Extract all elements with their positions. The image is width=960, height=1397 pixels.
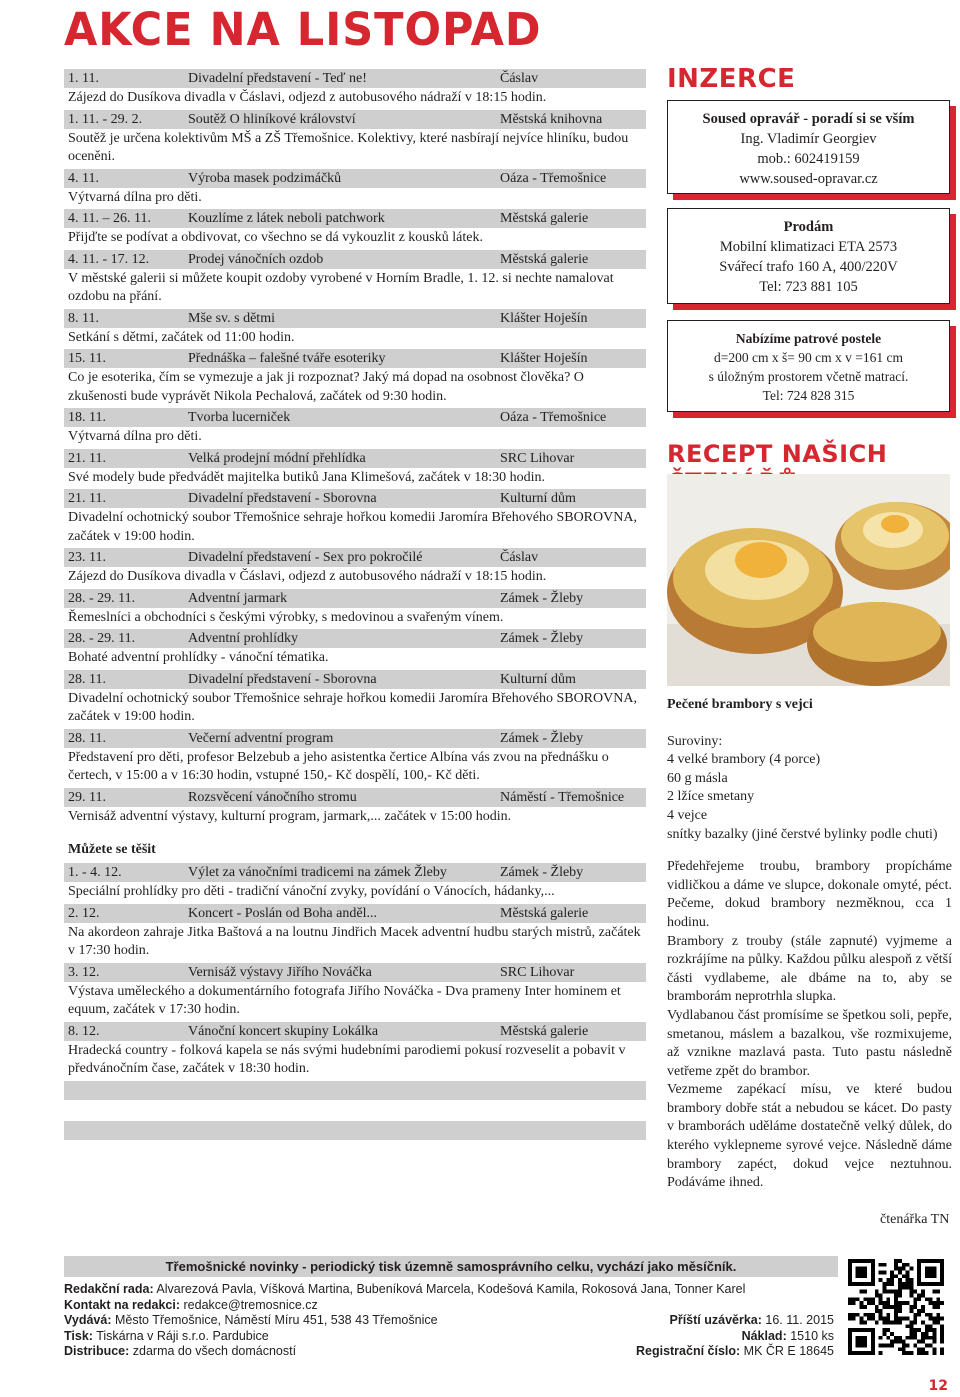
event-description: Setkání s dětmi, začátek od 11:00 hodin. (64, 328, 646, 349)
event-header (64, 962, 646, 982)
event-place: Zámek - Žleby (500, 865, 584, 880)
event-date: 18. 11. (68, 410, 106, 425)
event-date: 15. 11. (68, 351, 106, 366)
masthead-label: Tisk: (64, 1328, 93, 1343)
recipe-step: Vezmeme zapékací mísu, ve které budou brambory dobře stát a nebudou se kácet. Do pasty v bramborách uděláme dostatečně velký důlek, do kterého vyklepneme syrové vejce. Následně dáme brambory zapéct, dokud vejce neztuhnou. Podáváme ihned. (667, 1082, 952, 1191)
recipe-step: Vydlabanou část promísíme se špetkou soli, pepře, smetanou, máslem a bazalkou, vše rozmixujeme, až vznikne mazlavá pasta. Tuto pastu následně vetřeme zpět do brambor. (667, 1007, 952, 1079)
ingredients-list (667, 751, 952, 844)
event-place: Čáslav (500, 71, 539, 86)
event-title: Výlet za vánočními tradicemi na zámek Žleby (188, 865, 447, 880)
masthead-label: Vydává: (64, 1313, 112, 1327)
masthead-row (64, 1329, 838, 1345)
event-description: Divadelní ochotnický soubor Třemošnice sehraje hořkou komedii Jaromíra Břehového SBOROVNA, začátek v 19:00 hodin. (64, 689, 646, 728)
event-place: Oáza - Třemošnice (500, 170, 607, 186)
recipe-heading: RECEPT NAŠICH (667, 440, 888, 468)
event-place: Klášter Hoješín (500, 310, 588, 326)
event-date: 28. - 29. 11. (68, 631, 136, 646)
masthead-row (64, 1298, 838, 1314)
event-description: V městské galerii si můžete koupit ozdoby vyrobené v Horním Bradle, 1. 12. si nechte namalovat ozdobu na přání. (64, 269, 646, 308)
masthead-right-label: Náklad: (741, 1328, 787, 1343)
event-date: 1. 11. - 29. 2. (68, 111, 143, 127)
event-title: Rozsvěcení vánočního stromu (188, 789, 357, 805)
event-header (64, 249, 646, 269)
page-number: 12 (928, 1378, 948, 1394)
event-description: Bohaté adventní prohlídky - vánoční tématika. (64, 648, 646, 669)
event-date: 23. 11. (68, 550, 106, 565)
event-title: Velká prodejní módní přehlídka (188, 450, 366, 466)
ad-line: Tel: 723 881 105 (759, 279, 858, 295)
event-date: 28. 11. (68, 730, 106, 746)
event-date: 2. 12. (68, 905, 100, 921)
empty-row (64, 1100, 646, 1120)
empty-row (64, 1120, 646, 1140)
event-date: 4. 11. (68, 170, 99, 186)
masthead-right (742, 1329, 834, 1344)
recipe-step: Brambory z trouby (stále zapnuté) vyjmeme a rozkrájíme na půlky. Každou půlku alespoň z větší části vydlabeme, ale dbáme na to, aby se bramborám neprotrhla slupka. (667, 933, 952, 1005)
event-header (64, 208, 646, 228)
masthead-right-value: 16. 11. 2015 (765, 1313, 834, 1327)
event-title: Divadelní představení - Sex pro pokročilé (188, 550, 423, 565)
masthead-row (64, 1282, 838, 1298)
event-place: SRC Lihovar (500, 450, 575, 466)
masthead-rows (64, 1282, 838, 1360)
event-description: Výstava uměleckého a dokumentárního fotografa Jiřího Nováčka - Dva prameny Inter hominem et equum, začátek v 17:30 hodin. (64, 982, 646, 1021)
masthead-value: Tiskárna v Ráji s.r.o. Pardubice (96, 1328, 269, 1343)
ingredient-item: 60 g másla (667, 770, 728, 786)
ad-line: mob.: 602419159 (757, 151, 860, 167)
event-header (64, 787, 646, 807)
masthead-label: Distribuce: (64, 1344, 130, 1358)
upcoming-heading: Můžete se těšit (68, 842, 156, 857)
masthead-row (64, 1344, 838, 1360)
ad-line: Tel: 724 828 315 (762, 388, 855, 403)
event-title: Divadelní představení - Sborovna (188, 491, 377, 506)
masthead-right (636, 1344, 834, 1359)
event-description: Výtvarná dílna pro děti. (64, 427, 646, 448)
ad-repairman (667, 100, 950, 194)
event-header (64, 448, 646, 468)
masthead (64, 1256, 838, 1360)
event-place: Oáza - Třemošnice (500, 410, 607, 425)
ad-title: Nabízíme patrové postele (735, 331, 882, 346)
event-title: Přednáška – falešné tváře esoteriky (188, 351, 386, 366)
event-place: Zámek - Žleby (500, 730, 584, 746)
masthead-right (670, 1313, 835, 1328)
empty-row (64, 1080, 646, 1100)
event-place: Městská galerie (500, 1023, 589, 1039)
recipe-steps (667, 858, 952, 1193)
recipe-photo (667, 474, 950, 686)
event-description: Představení pro děti, profesor Belzebub a jeho asistentka čertice Albína vás zvou na přednášku o čertech, v 15:00 a v 16:30 hodin, vstupné 150,- Kč dospělí, 100,- Kč děti. (64, 748, 646, 787)
event-header (64, 588, 646, 608)
event-title: Mše sv. s dětmi (188, 310, 275, 326)
event-date: 28. - 29. 11. (68, 590, 136, 606)
ad-line: d=200 cm x š= 90 cm x v =161 cm (714, 350, 903, 365)
recipe-author: čtenářka TN (880, 1212, 950, 1227)
event-description: Výtvarná dílna pro děti. (64, 188, 646, 209)
ingredient-item: 4 vejce (667, 807, 708, 823)
event-title: Adventní jarmark (188, 590, 288, 606)
masthead-value: Město Třemošnice, Náměstí Míru 451, 538 43 Třemošnice (114, 1313, 438, 1327)
ingredient-item: 2 lžíce smetany (667, 789, 755, 805)
event-place: Zámek - Žleby (500, 590, 584, 606)
baked-potato-front (807, 602, 947, 686)
event-header (64, 862, 646, 882)
event-place: SRC Lihovar (500, 964, 575, 980)
event-date: 8. 12. (68, 1023, 100, 1039)
ad-bunk-beds (667, 320, 950, 412)
events-list (64, 68, 646, 1160)
event-description: Divadelní ochotnický soubor Třemošnice sehraje hořkou komedii Jaromíra Břehového SBOROVNA, začátek v 19:00 hodin. (64, 508, 646, 547)
event-header (64, 628, 646, 648)
event-header (64, 903, 646, 923)
event-title: Vernisáž výstavy Jiřího Nováčka (188, 964, 372, 980)
masthead-band: Třemošnické novinky - periodický tisk územně samosprávního celku, vychází jako měsíčník. (64, 1256, 838, 1277)
event-title: Výroba masek podzimáčků (188, 170, 342, 186)
event-header (64, 728, 646, 748)
page-title: AKCE NA LISTOPAD (64, 4, 542, 57)
event-title: Vánoční koncert skupiny Lokálka (188, 1023, 379, 1039)
event-header (64, 669, 646, 689)
ingredient-item: 4 velké brambory (4 porce) (667, 752, 821, 768)
ad-for-sale (667, 208, 950, 304)
masthead-right-label: Příští uzávěrka: (669, 1313, 762, 1327)
masthead-right-label: Registrační číslo: (635, 1344, 741, 1358)
recipe-step: Předehřejeme troubu, brambory propícháme vidličkou a dáme ve slupce, dokonale omyté, péct. Pečeme, dokud brambory nezměknou, cca 1 hodinu. (667, 859, 952, 930)
recipe-name: Pečené brambory s vejci (667, 697, 813, 712)
event-date: 8. 11. (68, 310, 99, 326)
ads-heading: INZERCE (667, 64, 796, 94)
event-title: Prodej vánočních ozdob (188, 251, 324, 267)
event-title: Koncert - Poslán od Boha anděl... (188, 905, 377, 921)
event-header (64, 1021, 646, 1041)
ingredient-item: snítky bazalky (jiné čerstvé bylinky podle chuti) (667, 826, 938, 842)
event-description: Hradecká country - folková kapela se nás svými hudebními parodiemi pokusí rozveselit a pobavit v předvánočním čase, začátek v 18:30 hodin. (64, 1041, 646, 1080)
event-place: Kulturní dům (500, 671, 576, 687)
event-description: Řemeslníci a obchodníci s českými výrobky, s medovinou a svařeným vínem. (64, 608, 646, 629)
ad-line: Ing. Vladimír Georgiev (740, 131, 877, 147)
event-description: Soutěž je určena kolektivům MŠ a ZŠ Třemošnice. Kolektivy, které nasbírají nejvíce hliníku, budou oceněni. (64, 129, 646, 168)
event-title: Tvorba lucerniček (188, 410, 291, 425)
event-header (64, 348, 646, 368)
qr-code (848, 1259, 944, 1355)
masthead-value: zdarma do všech domácností (132, 1344, 297, 1358)
event-title: Večerní adventní program (188, 730, 334, 746)
event-date: 4. 11. – 26. 11. (68, 211, 151, 226)
event-header (64, 68, 646, 88)
event-date: 4. 11. - 17. 12. (68, 251, 150, 267)
event-header (64, 488, 646, 508)
ad-title: Prodám (783, 219, 834, 235)
event-header (64, 547, 646, 567)
event-place: Městská galerie (500, 211, 589, 226)
event-place: Čáslav (500, 550, 539, 565)
masthead-label: Redakční rada: (64, 1282, 154, 1296)
event-date: 21. 11. (68, 491, 106, 506)
event-description: Zájezd do Dusíkova divadla v Čáslavi, odjezd z autobusového nádraží v 18:15 hodin. (64, 88, 646, 109)
ad-line: www.soused-opravar.cz (739, 171, 878, 187)
event-place: Kulturní dům (500, 491, 576, 506)
event-place: Zámek - Žleby (500, 631, 584, 646)
event-title: Divadelní představení - Sborovna (188, 671, 377, 687)
masthead-value: redakce@tremosnice.cz (183, 1297, 318, 1312)
event-date: 29. 11. (68, 789, 106, 805)
event-description: Speciální prohlídky pro děti - tradiční vánoční zvyky, povídání o Vánocích, hádanky,... (64, 882, 646, 903)
event-header (64, 308, 646, 328)
event-description: Přijďte se podívat a obdivovat, co všechno se dá vykouzlit z kousků látek. (64, 228, 646, 249)
recipe-text (667, 696, 952, 1193)
event-title: Soutěž O hliníkové království (188, 111, 356, 127)
event-description: Vernisáž adventní výstavy, kulturní program, jarmark,... začátek v 15:00 hodin. (64, 807, 646, 828)
event-description: Na akordeon zahraje Jitka Baštová a na loutnu Jindřich Macek adventní hudbu starých mistrů, začátek v 17:30 hodin. (64, 923, 646, 962)
event-place: Klášter Hoješín (500, 351, 588, 366)
event-description: Co je esoterika, čím se vymezuje a jak ji rozpoznat? Jaký má dopad na osobnost člověka? O zkušenosti bude vyprávět Nikola Pechalová, začátek od 9:30 hodin. (64, 368, 646, 407)
event-header (64, 109, 646, 129)
empty-row (64, 1140, 646, 1160)
ad-line: s úložným prostorem včetně matrací. (708, 369, 909, 384)
event-date: 1. 11. (68, 71, 99, 86)
event-date: 28. 11. (68, 671, 106, 687)
event-header (64, 407, 646, 427)
event-place: Městská galerie (500, 905, 589, 921)
ad-title: Soused opravář - poradí si se vším (702, 111, 915, 127)
event-date: 1. - 4. 12. (68, 865, 122, 880)
event-title: Kouzlíme z látek neboli patchwork (188, 211, 385, 226)
ingredients-label: Suroviny: (667, 733, 723, 749)
masthead-right-value: 1510 ks (790, 1328, 834, 1343)
event-date: 21. 11. (68, 450, 106, 466)
masthead-label: Kontakt na redakci: (64, 1297, 181, 1312)
event-place: Městská galerie (500, 251, 589, 267)
ad-line: Mobilní klimatizaci ETA 2573 (719, 239, 898, 255)
event-place: Městská knihovna (500, 111, 603, 127)
event-title: Divadelní představení - Teď ne! (188, 71, 367, 86)
event-title: Adventní prohlídky (188, 631, 299, 646)
event-header (64, 168, 646, 188)
masthead-value: Alvarezová Pavla, Víšková Martina, Bubeníková Marcela, Kodešová Kamila, Rokosová Jana, Tonner Karel (156, 1282, 746, 1296)
event-description: Zájezd do Dusíkova divadla v Čáslavi, odjezd z autobusového nádraží v 18:15 hodin. (64, 567, 646, 588)
event-description: Své modely bude předvádět majitelka butiků Jana Klimešová, začátek v 18:30 hodin. (64, 468, 646, 489)
masthead-right-value: MK ČR E 18645 (743, 1344, 834, 1358)
masthead-row (64, 1313, 838, 1329)
event-date: 3. 12. (68, 964, 100, 980)
ad-line: Svářecí trafo 160 A, 400/220V (719, 259, 898, 275)
event-place: Náměstí - Třemošnice (500, 789, 625, 805)
